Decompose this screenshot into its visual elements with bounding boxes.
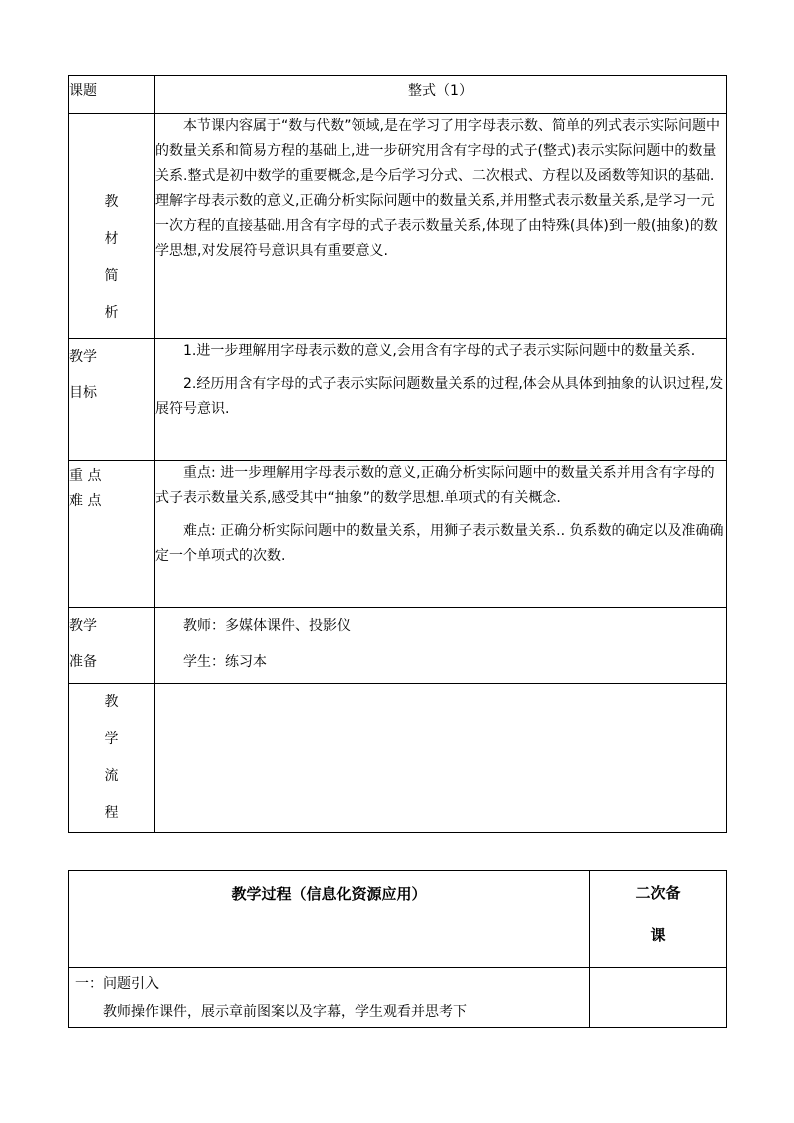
topic-row: [69, 76, 727, 114]
goal-2: 2.经历用含有字母的式子表示实际问题数量关系的过程,体会从具体到抽象的认识过程,发展符号意识.: [155, 376, 724, 417]
flow-label: 教 学 流 程: [69, 684, 155, 833]
backup-content: [590, 968, 727, 1028]
analysis-label: 教 材 简 析: [69, 114, 155, 339]
key-points-row: [69, 461, 727, 608]
goals-text: [155, 339, 727, 461]
difficulty: 难点: 正确分析实际问题中的数量关系，用狮子表示数量关系.. 负系数的确定以及准确确定一个单项式的次数.: [155, 523, 724, 564]
goals-label: 教学 目标: [69, 339, 155, 461]
process-table: [68, 870, 727, 1028]
prep-teacher: 教师：多媒体课件、投影仪: [183, 618, 351, 634]
goal-1: 1.进一步理解用字母表示数的意义,会用含有字母的式子表示实际问题中的数量关系.: [183, 343, 696, 359]
backup-header: 二次备 课: [590, 871, 727, 968]
section-1-text: 教师操作课件，展示章前图案以及字幕，学生观看并思考下: [103, 1004, 467, 1020]
prep-student: 学生：练习本: [183, 654, 267, 670]
lesson-plan-table: [68, 75, 727, 833]
goals-row: [69, 339, 727, 461]
process-header-row: [69, 871, 727, 968]
analysis-text: 本节课内容属于“数与代数”领域,是在学习了用字母表示数、简单的列式表示实际问题中的数量关系和简易方程的基础上,进一步研究用含有字母的式子(整式)表示实际问题中的数量关系.整式是初中数学的重要概念,是今后学习分式、二次根式、方程以及函数等知识的基础.理解字母表示数的意义,正确分析实际问题中的数量关系,并用整式表示数量关系,是学习一元一次方程的直接基础.用含有字母的式子表示数量关系,体现了由特殊(具体)到一般(抽象)的数学思想,对发展符号意识具有重要意义.: [155, 114, 727, 339]
topic-label: 课题: [69, 76, 155, 114]
topic-value: 整式（1）: [155, 76, 727, 114]
prep-text: [155, 608, 727, 684]
process-row: [69, 968, 727, 1028]
flow-row: [69, 684, 727, 833]
section-1-title: 一：问题引入: [75, 976, 159, 992]
prep-label: 教学 准备: [69, 608, 155, 684]
key-points-text: [155, 461, 727, 608]
prep-row: [69, 608, 727, 684]
key-point: 重点: 进一步理解用字母表示数的意义,正确分析实际问题中的数量关系并用含有字母的式子表示数量关系,感受其中“抽象”的数学思想.单项式的有关概念.: [155, 465, 715, 506]
key-points-label: 重 点 难 点: [69, 461, 155, 608]
analysis-row: [69, 114, 727, 339]
flow-content: [155, 684, 727, 833]
process-content: [69, 968, 590, 1028]
process-header: 教学过程（信息化资源应用）: [69, 871, 590, 968]
